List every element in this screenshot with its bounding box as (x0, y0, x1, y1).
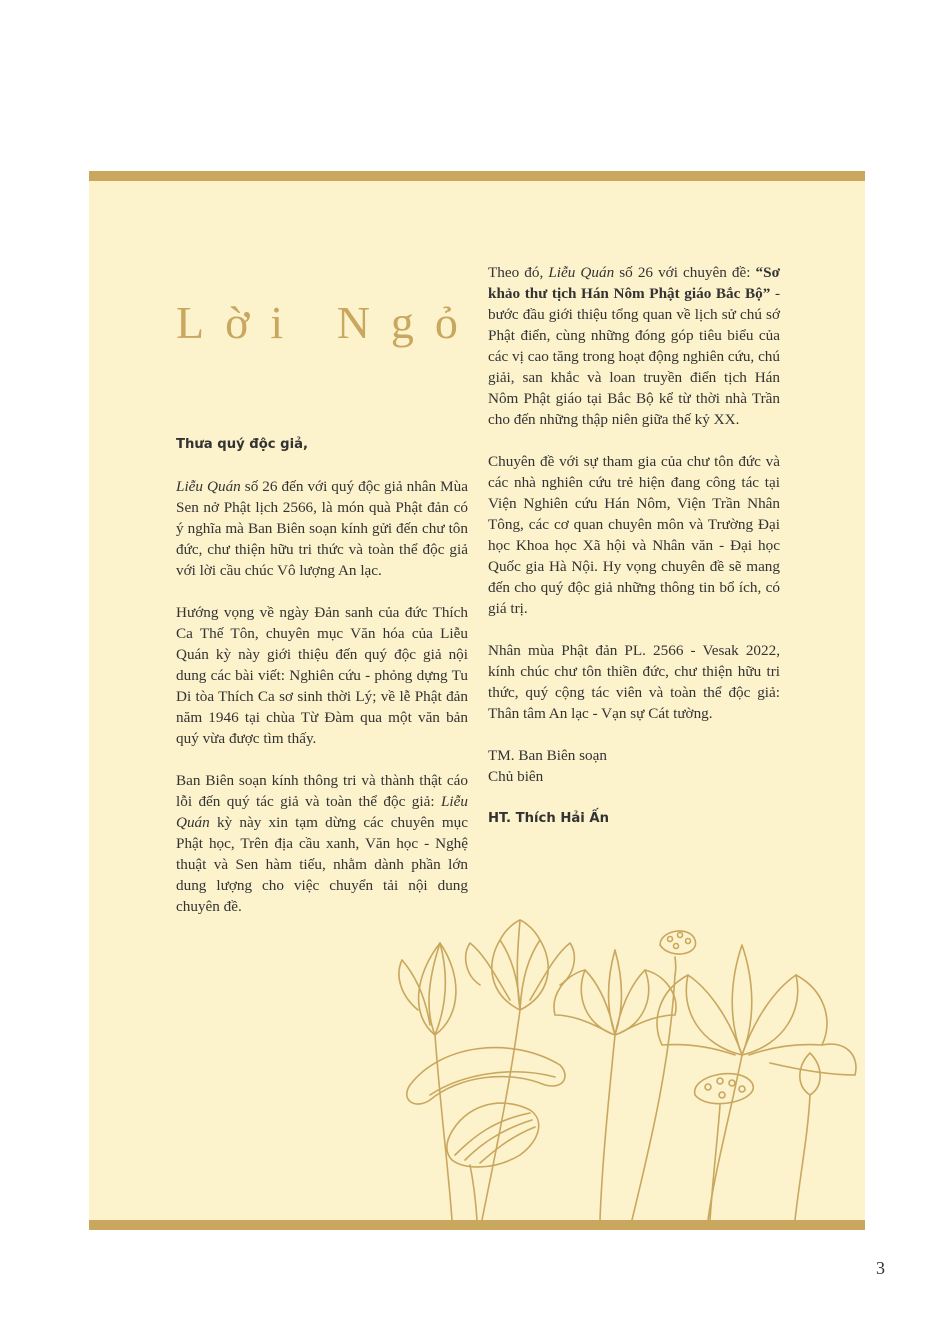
theme-title: “Sơ khảo thư tịch Hán Nôm Phật giáo Bắc Bộ” (488, 264, 780, 302)
magazine-name: Liễu Quán (176, 478, 241, 495)
paragraph-intro-text: số 26 đến với quý độc giả nhân Mùa Sen nở Phật lịch 2566, là món quà Phật đản có ý nghĩa mà Ban Biên soạn kính gửi đến chư tôn đức, chư thiện hữu tri thức và toàn thể độc giả với lời cầu chúc Vô lượng An lạc. (176, 478, 468, 579)
sign-line-1: TM. Ban Biên soạn (488, 747, 607, 764)
magazine-name: Liễu Quán (176, 793, 468, 831)
paragraph-notice-text: kỳ này xin tạm dừng các chuyên mục Phật học, Trên địa cầu xanh, Văn học - Nghệ thuật và Sen hàm tiếu, nhằm dành phần lớn dung lượng cho việc chuyển tải nội dung chuyên đề. (176, 814, 468, 915)
paragraph-notice (176, 770, 468, 917)
bottom-gold-bar (89, 1220, 865, 1230)
lotus-line-art-icon (370, 915, 865, 1220)
magazine-name: Liễu Quán (548, 264, 615, 281)
paragraph-theme (488, 262, 780, 430)
paragraph-notice-start: Ban Biên soạn kính thông tri và thành thật cáo lỗi đến quý tác giả và toàn thể độc giả: (176, 772, 468, 810)
right-column (488, 262, 780, 850)
signature: HT. Thích Hải Ấn (488, 811, 609, 826)
sign-line-2: Chủ biên (488, 768, 544, 785)
left-column (176, 434, 468, 938)
paragraph-theme-start: Theo đó, (488, 264, 549, 281)
page-title: Lời Ngỏ (176, 297, 479, 348)
top-gold-bar (89, 171, 865, 181)
greeting: Thưa quý độc giả, (176, 437, 309, 452)
paragraph-culture: Hướng vọng về ngày Đản sanh của đức Thích Ca Thế Tôn, chuyên mục Văn hóa của Liễu Quán kỳ này giới thiệu đến quý độc giả nội dung các bài viết: Nghiên cứu - phỏng dựng Tu Di tòa Thích Ca sơ sinh thời Lý; về lễ Phật đản năm 1946 tại chùa Từ Đàm qua một văn bản quý vừa được tìm thấy. (176, 604, 468, 747)
paragraph-contributors: Chuyên đề với sự tham gia của chư tôn đức và các nhà nghiên cứu trẻ hiện đang công tác tại Viện Nghiên cứu Hán Nôm, Viện Trần Nhân Tông, các cơ quan chuyên môn và Trường Đại học Khoa học Xã hội và Nhân văn - Đại học Quốc gia Hà Nội. Hy vọng chuyên đề sẽ mang đến cho quý độc giả những thông tin bổ ích, có giá trị. (488, 453, 780, 617)
page-number: 3 (876, 1258, 885, 1278)
paragraph-wishes: Nhân mùa Phật đản PL. 2566 - Vesak 2022, kính chúc chư tôn thiền đức, chư thiện hữu tri thức, quý cộng tác viên và toàn thể độc giả: Thân tâm An lạc - Vạn sự Cát tường. (488, 642, 780, 722)
paragraph-theme-text: - bước đầu giới thiệu tổng quan về lịch sử chú sớ Phật điển, cùng những đóng góp tiêu biểu của các vị cao tăng trong hoạt động nghiên cứu, chú giải, san khắc và loan truyền điển tịch Hán Nôm Phật giáo tại Bắc Bộ kể từ thời nhà Trần cho đến những thập niên giữa thế kỷ XX. (488, 285, 781, 428)
paragraph-theme-mid: số 26 với chuyên đề: (614, 264, 756, 281)
paragraph-intro (176, 476, 468, 581)
